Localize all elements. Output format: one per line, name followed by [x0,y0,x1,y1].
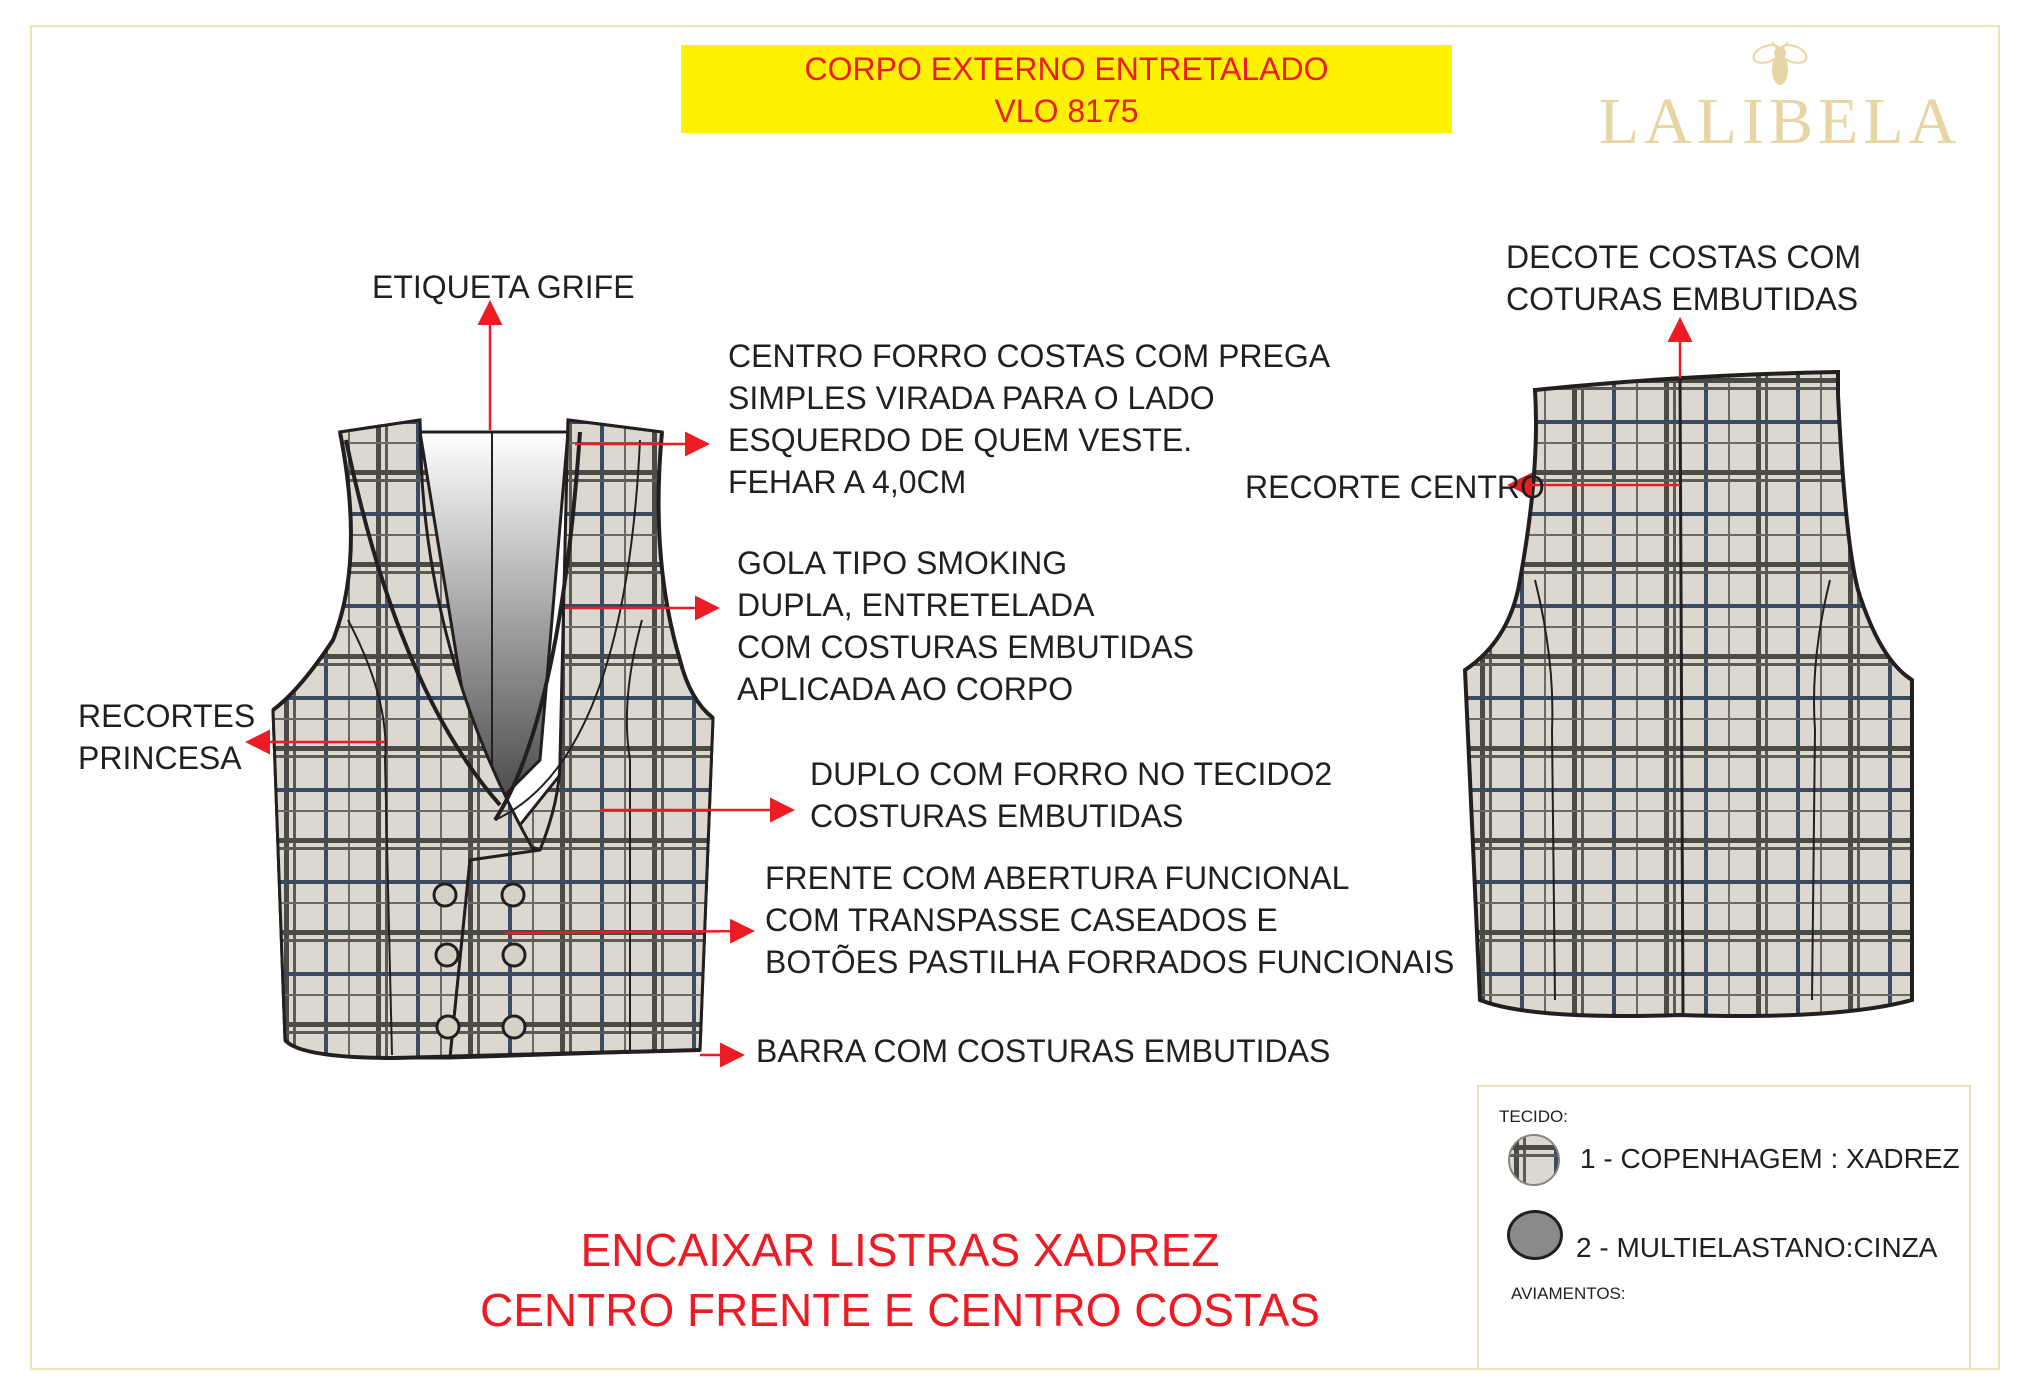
brand-name: LALIBELA [1598,85,1962,158]
label-frente [765,857,1454,983]
legend-tecido-label: TECIDO: [1499,1107,1568,1126]
label-recortes-princesa [78,695,255,779]
label-line: CENTRO FORRO COSTAS COM PREGA [728,338,1331,374]
label-etiqueta-grife: ETIQUETA GRIFE [372,269,635,305]
label-duplo [810,753,1332,837]
label-line: COSTURAS EMBUTIDAS [810,798,1184,834]
label-barra: BARRA COM COSTURAS EMBUTIDAS [756,1033,1331,1069]
label-centro-forro [728,335,1330,503]
label-line: FEHAR A 4,0CM [728,464,967,500]
note-line-1: ENCAIXAR LISTRAS XADREZ [580,1224,1220,1276]
legend-aviamentos-label: AVIAMENTOS: [1511,1284,1626,1303]
title-line-1: CORPO EXTERNO ENTRETALADO [804,51,1329,87]
label-line: APLICADA AO CORPO [737,671,1074,707]
label-line: ESQUERDO DE QUEM VESTE. [728,422,1193,458]
label-line: COM COSTURAS EMBUTIDAS [737,629,1194,665]
label-gola [737,542,1194,710]
label-line: SIMPLES VIRADA PARA O LADO [728,380,1215,416]
title-line-2: VLO 8175 [994,93,1139,129]
legend-fabric-1: 1 - COPENHAGEM : XADREZ [1580,1143,1960,1174]
label-line: BOTÕES PASTILHA FORRADOS FUNCIONAIS [765,944,1455,980]
label-line: DECOTE COSTAS COM [1506,239,1861,275]
label-line: GOLA TIPO SMOKING [737,545,1068,581]
fabric-legend [1477,1085,1971,1370]
label-line: FRENTE COM ABERTURA FUNCIONAL [765,860,1350,896]
label-line: RECORTES [78,698,256,734]
label-line: PRINCESA [78,740,242,776]
label-line: COM TRANSPASSE CASEADOS E [765,902,1278,938]
legend-gray-swatch [1507,1210,1563,1260]
label-line: DUPLO COM FORRO NO TECIDO2 [810,756,1333,792]
notes [470,1220,1330,1340]
label-decote-costas [1506,236,1861,320]
note-line-2: CENTRO FRENTE E CENTRO COSTAS [480,1284,1320,1336]
label-recorte-centro: RECORTE CENTRO [1245,469,1545,505]
legend-fabric-2: 2 - MULTIELASTANO:CINZA [1576,1232,1938,1263]
label-line: DUPLA, ENTRETELADA [737,587,1095,623]
arrow-frente [505,931,750,933]
label-line: COTURAS EMBUTIDAS [1506,281,1859,317]
